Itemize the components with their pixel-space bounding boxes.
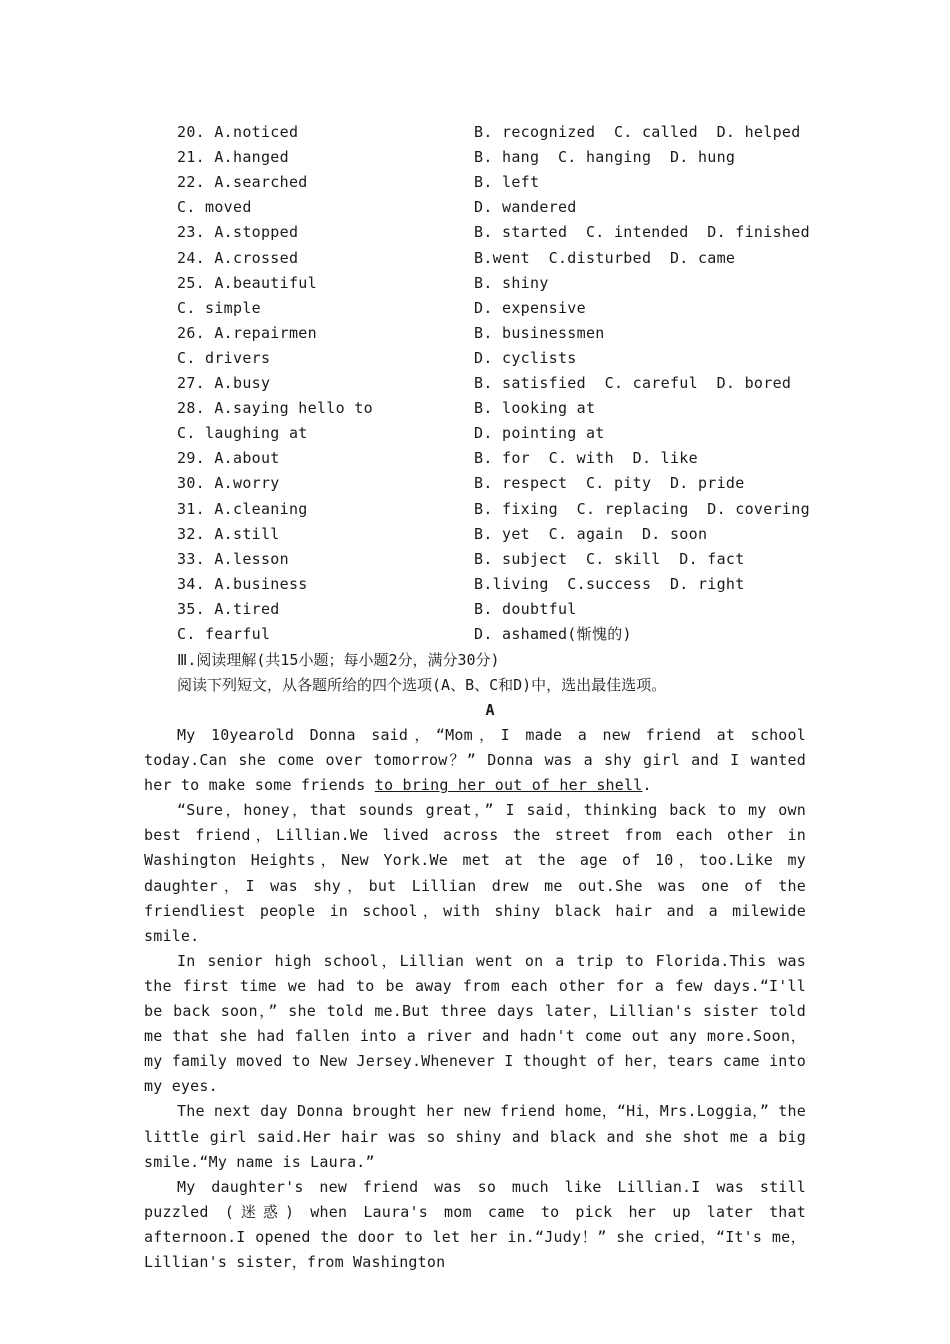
option-left: 22. A.searched — [177, 173, 308, 192]
option-left: C. fearful — [177, 625, 271, 643]
option-right: B. satisfied C. careful D. bored — [474, 374, 792, 392]
option-right: B. for C. with D. like — [474, 449, 698, 468]
option-right: B.went C.disturbed D. came — [474, 248, 736, 267]
option-left: 20. A.noticed — [177, 123, 299, 141]
option-left: C. drivers — [177, 348, 271, 367]
option-right: B. looking at — [474, 399, 596, 418]
option-left: 35. A.tired — [177, 599, 280, 618]
option-right: D. expensive — [474, 298, 586, 317]
paragraph-1 — [144, 723, 806, 798]
option-right: B. hang C. hanging D. hung — [474, 148, 736, 167]
paragraph-4: The next day Donna brought her new friend home，“Hi，Mrs.Loggia，” the little girl said.Her hair was so shiny and black and she shot me a big smile.“My name is Laura.” — [144, 1102, 806, 1171]
option-right: B. recognized C. called D. helped — [474, 123, 801, 141]
option-left: C. moved — [177, 198, 252, 217]
option-left: 30. A.worry — [177, 474, 280, 493]
reading-passage — [144, 723, 806, 1275]
option-left: 23. A.stopped — [177, 223, 299, 242]
paragraph-5: My daughter's new friend was so much like Lillian.I was still puzzled (迷惑) when Laura's mom came to pick her up later that afternoon.I opened the door to let her in.“Judy！” she cried，“It's me，Lillian's sister，from Washington — [144, 1177, 806, 1271]
option-left: 27. A.busy — [177, 374, 271, 392]
option-left: 34. A.business — [177, 574, 308, 593]
option-left: 32. A.still — [177, 524, 280, 543]
option-right: B. left — [474, 173, 540, 192]
option-right: D. pointing at — [474, 424, 605, 443]
option-right: B. respect C. pity D. pride — [474, 474, 745, 493]
option-right: B. doubtful — [474, 599, 577, 618]
paragraph-3: In senior high school，Lillian went on a trip to Florida.This was the first time we had to be away from each other for a few days.“I'll be back soon，” she told me.But three days later，Lillian's sister told me that she had fallen into a river and hadn't come out any more.Soon，my family moved to New Jersey.Whenever I thought of her，tears came into my eyes. — [144, 951, 806, 1096]
option-left: 28. A.saying hello to — [177, 399, 373, 418]
underlined-phrase: to bring her out of her shell — [374, 776, 643, 795]
option-left: C. laughing at — [177, 424, 308, 443]
option-right: B. fixing C. replacing D. covering — [474, 499, 810, 518]
option-left: 25. A.beautiful — [177, 273, 317, 292]
paragraph-2: “Sure，honey，that sounds great，” I said，thinking back to my own best friend，Lillian.We lived across the street from each other in Washington Heights，New York.We met at the age of 10，too.Like my daughter，I was shy，but Lillian drew me out.She was one of the friendliest people in school，with shiny black hair and a milewide smile. — [144, 801, 806, 945]
option-left: 33. A.lesson — [177, 549, 289, 568]
paragraph-1-end: . — [642, 776, 652, 795]
option-right: B. shiny — [474, 273, 549, 292]
passage-title: A — [485, 701, 495, 719]
section-heading: Ⅲ.阅读理解(共15小题；每小题2分，满分30分) — [177, 651, 500, 669]
option-right: B.living C.success D. right — [474, 574, 745, 593]
paragraph-1-text: My 10yearold Donna said，“Mom，I made a new friend at school today.Can she come over tomorrow？” Donna was a shy girl and I wanted her to make some friends — [144, 726, 806, 795]
option-right: B. yet C. again D. soon — [474, 524, 708, 543]
option-right: D. cyclists — [474, 348, 577, 367]
option-right: B. subject C. skill D. fact — [474, 549, 745, 568]
option-right: B. businessmen — [474, 323, 605, 342]
instruction-text: 阅读下列短文，从各题所给的四个选项(A、B、C和D)中，选出最佳选项。 — [177, 676, 667, 694]
option-right: B. started C. intended D. finished — [474, 223, 810, 242]
option-left: 26. A.repairmen — [177, 323, 317, 342]
option-left: C. simple — [177, 298, 261, 317]
option-right: D. wandered — [474, 198, 577, 217]
option-right: D. ashamed(惭愧的) — [474, 625, 632, 643]
option-left: 24. A.crossed — [177, 248, 299, 267]
option-left: 31. A.cleaning — [177, 499, 308, 518]
option-left: 21. A.hanged — [177, 148, 289, 167]
option-left: 29. A.about — [177, 449, 280, 468]
